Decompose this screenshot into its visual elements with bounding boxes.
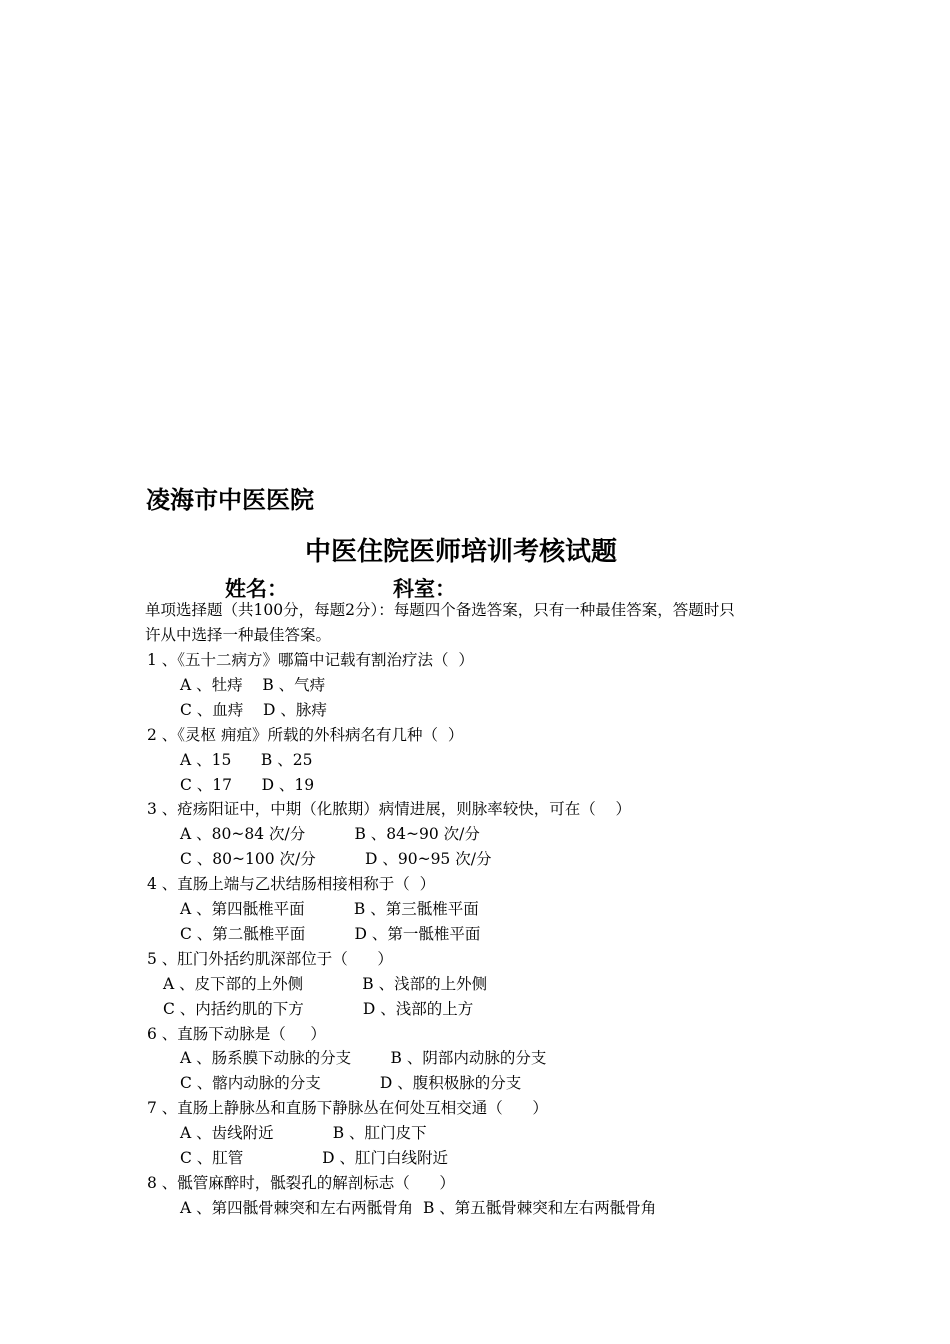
question-5-options-cd: C 、内括约肌的下方 D 、浅部的上方 xyxy=(163,1000,474,1018)
question-6-options-ab: A 、肠系膜下动脉的分支 B 、阴部内动脉的分支 xyxy=(180,1049,547,1067)
question-4-options-cd: C 、第二骶椎平面 D 、第一骶椎平面 xyxy=(180,925,481,943)
question-3-options-cd: C 、80~100 次/分 D 、90~95 次/分 xyxy=(180,850,492,868)
question-8-options-ab: A 、第四骶骨棘突和左右两骶骨角 B 、第五骶骨棘突和左右两骶骨角 xyxy=(180,1199,657,1217)
name-label: 姓名： xyxy=(225,577,288,601)
question-7: 7 、直肠上静脉丛和直肠下静脉丛在何处互相交通（ ） xyxy=(147,1099,548,1117)
question-4-options-ab: A 、第四骶椎平面 B 、第三骶椎平面 xyxy=(180,900,479,918)
exam-title: 中医住院医师培训考核试题 xyxy=(305,537,618,567)
question-7-options-ab: A 、齿线附近 B 、肛门皮下 xyxy=(180,1124,427,1142)
question-2-options-cd: C 、17 D 、19 xyxy=(180,776,315,794)
question-1-options-cd: C 、血痔 D 、脉痔 xyxy=(180,701,327,719)
question-6-options-cd: C 、髂内动脉的分支 D 、腹积极脉的分支 xyxy=(180,1074,522,1092)
question-7-options-cd: C 、肛管 D 、肛门白线附近 xyxy=(180,1149,448,1167)
question-2-options-ab: A 、15 B 、25 xyxy=(180,751,313,769)
question-6: 6 、直肠下动脉是（ ） xyxy=(147,1025,326,1043)
department-label: 科室： xyxy=(393,577,456,601)
question-5: 5 、肛门外括约肌深部位于（ ） xyxy=(147,950,393,968)
question-3: 3 、疮疡阳证中，中期（化脓期）病情进展，则脉率较快，可在（ ） xyxy=(147,800,631,818)
instructions-line-2: 许从中选择一种最佳答案。 xyxy=(145,626,332,644)
question-4: 4 、直肠上端与乙状结肠相接相称于（ ） xyxy=(147,875,436,893)
question-1-options-ab: A 、牡痔 B 、气痔 xyxy=(180,676,326,694)
hospital-name: 凌海市中医医院 xyxy=(146,486,314,514)
question-5-options-ab: A 、皮下部的上外侧 B 、浅部的上外侧 xyxy=(163,975,488,993)
question-3-options-ab: A 、80~84 次/分 B 、84~90 次/分 xyxy=(180,825,480,843)
question-2: 2 、《灵枢 痈疽》所载的外科病名有几种（ ） xyxy=(147,726,464,744)
question-1: 1 、《五十二病方》哪篇中记载有割治疗法（ ） xyxy=(147,651,474,669)
instructions-line-1: 单项选择题（共100分，每题2分）：每题四个备选答案，只有一种最佳答案，答题时只 xyxy=(145,601,735,619)
question-8: 8 、骶管麻醉时，骶裂孔的解剖标志（ ） xyxy=(147,1174,455,1192)
